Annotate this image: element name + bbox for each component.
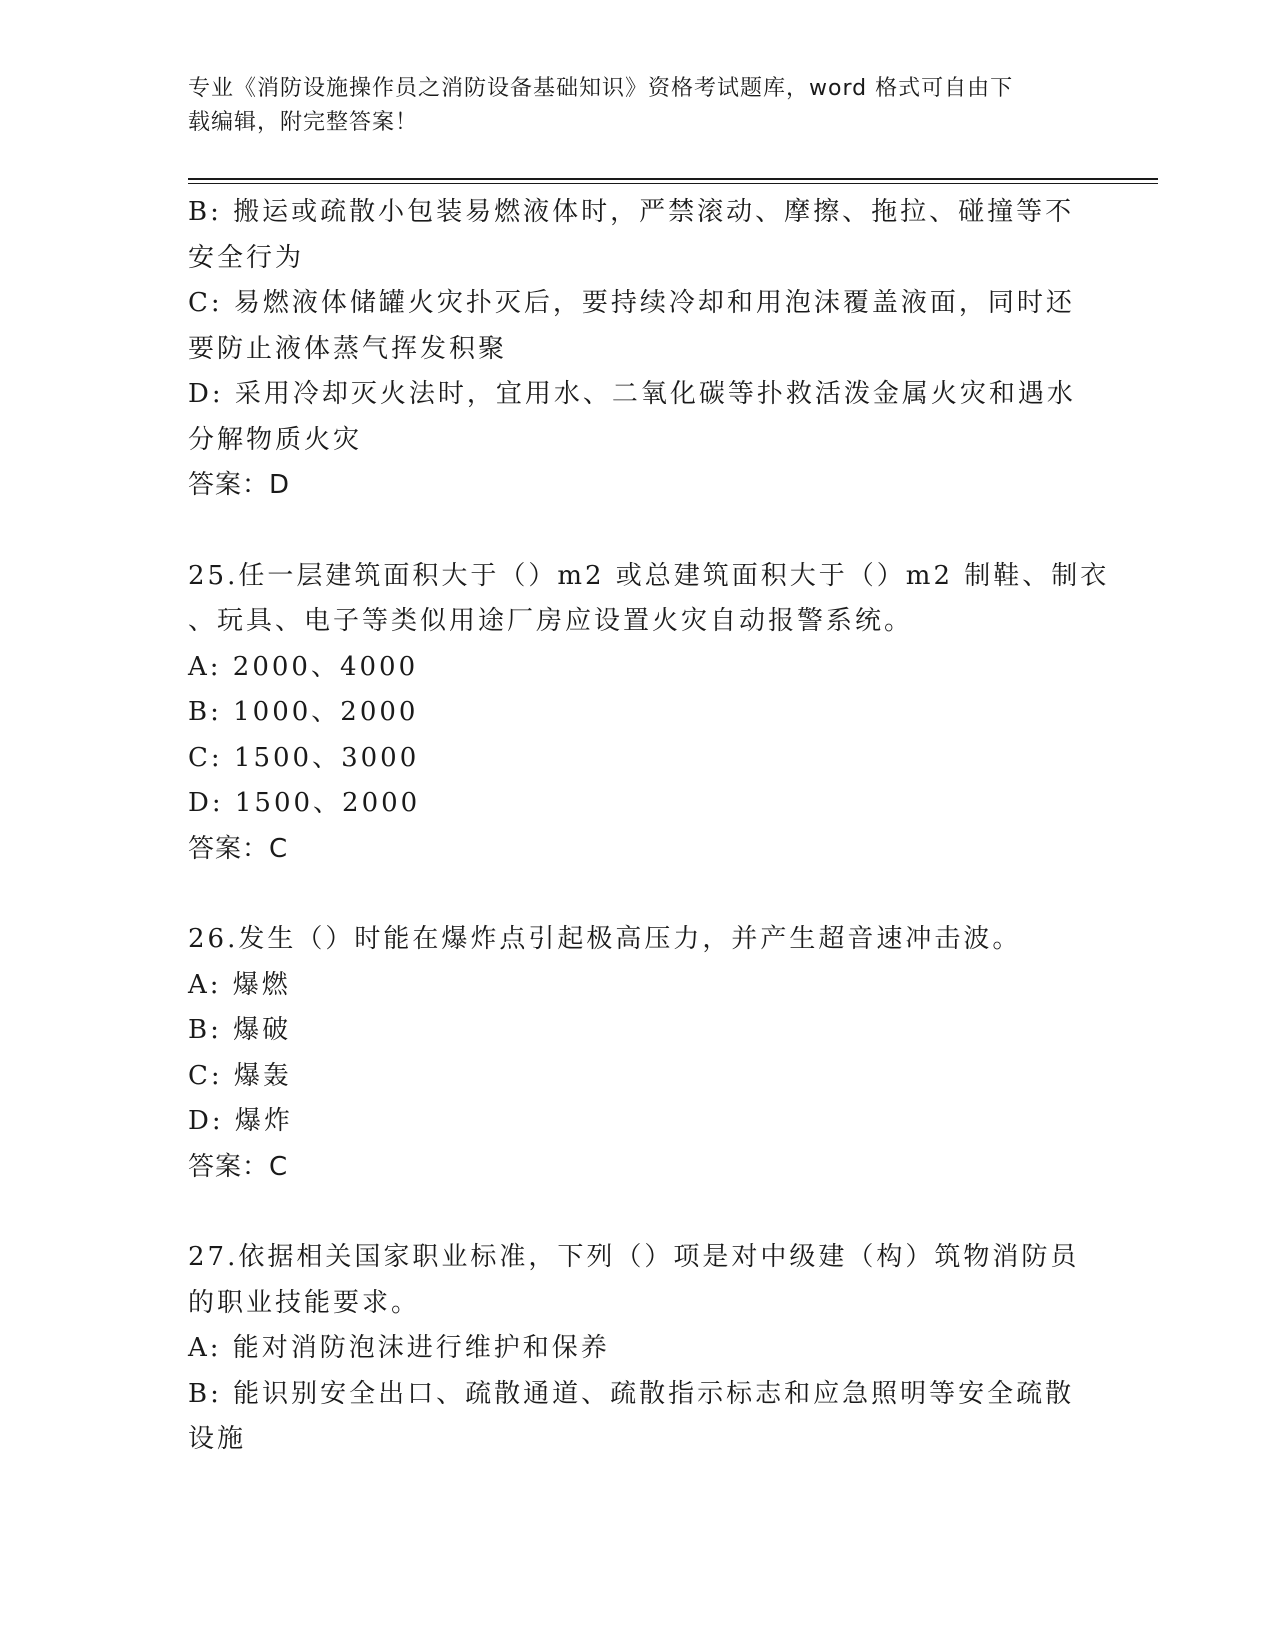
option-d: D: 爆炸 xyxy=(188,1106,293,1136)
header-line-2: 载编辑，附完整答案！ xyxy=(188,110,419,135)
question-25 xyxy=(188,554,1110,873)
option-a: A: 能对消防泡沫进行维护和保养 xyxy=(188,1333,610,1363)
option-a: A: 爆燃 xyxy=(188,969,291,1000)
option-b-line-2: 安全行为 xyxy=(188,242,305,273)
option-c-line-2: 要防止液体蒸气挥发积聚 xyxy=(188,333,508,364)
question-list xyxy=(188,190,1110,1463)
option-a: A: 2000、4000 xyxy=(188,651,419,682)
question-27 xyxy=(188,1235,1088,1463)
question-spacer xyxy=(188,872,1088,917)
option-b-line-1: B: 搬运或疏散小包装易燃液体时，严禁滚动、摩擦、拖拉、碰撞等不 xyxy=(188,197,1075,227)
question-stem-line-1: 25.任一层建筑面积大于（）m2 或总建筑面积大于（）m2 制鞋、制衣 xyxy=(188,560,1110,591)
option-b-line-1: B: 能识别安全出口、疏散通道、疏散指示标志和应急照明等安全疏散 xyxy=(188,1378,1075,1409)
answer: 答案：C xyxy=(188,1151,289,1182)
question-spacer xyxy=(188,1190,1088,1235)
header-divider-thin xyxy=(188,183,1158,184)
header-line-1: 专业《消防设施操作员之消防设备基础知识》资格考试题库，word 格式可自由下 xyxy=(188,76,1014,101)
question-24 xyxy=(188,190,1088,509)
header-divider-thick xyxy=(188,178,1158,180)
option-c: C: 1500、3000 xyxy=(188,742,420,773)
option-d-line-2: 分解物质火灾 xyxy=(188,424,363,455)
question-stem-line-2: 、玩具、电子等类似用途厂房应设置火灾自动报警系统。 xyxy=(188,606,914,636)
question-stem-line-2: 的职业技能要求。 xyxy=(188,1287,421,1318)
question-26 xyxy=(188,917,1088,1190)
question-stem: 26.发生（）时能在爆炸点引起极高压力，并产生超音速冲击波。 xyxy=(188,924,1022,954)
question-stem-line-1: 27.依据相关国家职业标准，下列（）项是对中级建（构）筑物消防员 xyxy=(188,1242,1080,1272)
option-b-line-2: 设施 xyxy=(188,1424,247,1454)
option-d: D: 1500、2000 xyxy=(188,788,421,818)
option-b: B: 1000、2000 xyxy=(188,697,419,727)
option-b: B: 爆破 xyxy=(188,1015,292,1045)
answer: 答案：D xyxy=(188,470,291,500)
question-spacer xyxy=(188,509,1088,554)
option-d-line-1: D: 采用冷却灭火法时，宜用水、二氧化碳等扑救活泼金属火灾和遇水 xyxy=(188,379,1076,409)
answer: 答案：C xyxy=(188,833,289,864)
option-c: C: 爆轰 xyxy=(188,1060,292,1091)
option-c-line-1: C: 易燃液体储罐火灾扑灭后，要持续冷却和用泡沫覆盖液面，同时还 xyxy=(188,288,1075,318)
document-header xyxy=(188,72,1068,140)
